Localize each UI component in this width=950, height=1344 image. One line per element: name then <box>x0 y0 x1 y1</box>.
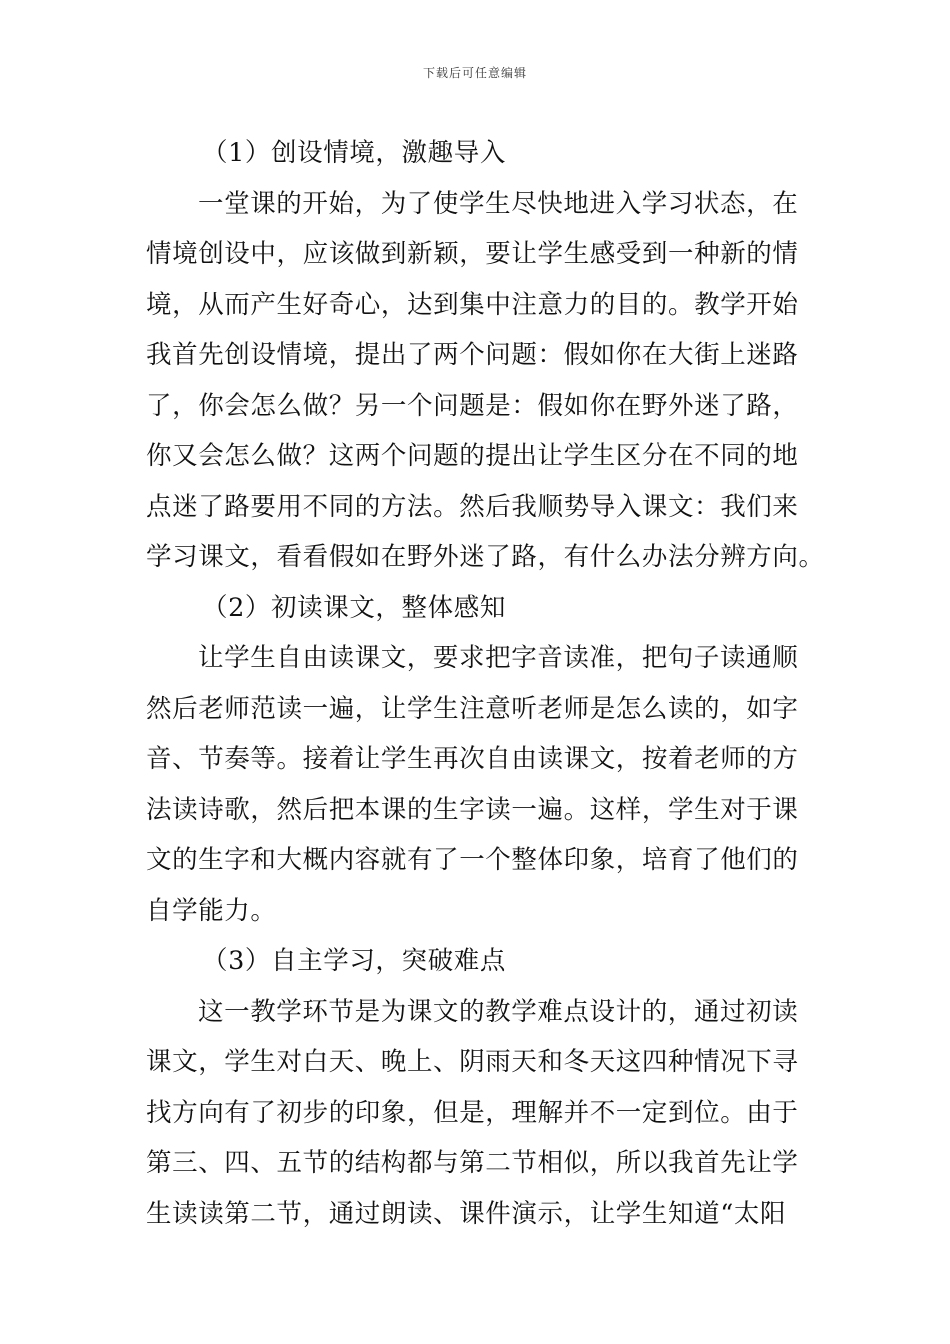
paragraph-line: 法读诗歌，然后把本课的生字读一遍。这样，学生对于课 <box>146 794 799 825</box>
section-heading: （2）初读课文，整体感知 <box>202 592 506 623</box>
section-heading: （1）创设情境，激趣导入 <box>202 138 506 168</box>
paragraph-line: 境，从而产生好奇心，达到集中注意力的目的。教学开始 <box>146 289 799 320</box>
paragraph-line: 学习课文，看看假如在野外迷了路，有什么办法分辨方向。 <box>146 542 825 572</box>
paragraph-line: 你又会怎么做？这两个问题的提出让学生区分在不同的地 <box>146 441 799 471</box>
paragraph-line: 了，你会怎么做？另一个问题是：假如你在野外迷了路， <box>146 390 799 421</box>
paragraph-line: 找方向有了初步的印象，但是，理解并不一定到位。由于 <box>146 1097 799 1128</box>
paragraph-line: 一堂课的开始，为了使学生尽快地进入学习状态，在 <box>198 188 799 219</box>
page-header: 下载后可任意编辑 <box>422 66 527 80</box>
paragraph-line: 第三、四、五节的结构都与第二节相似，所以我首先让学 <box>146 1148 799 1178</box>
section-heading: （3）自主学习，突破难点 <box>202 946 506 976</box>
paragraph-line: 课文，学生对白天、晚上、阴雨天和冬天这四种情况下寻 <box>146 1047 799 1077</box>
paragraph-line: 音、节奏等。接着让学生再次自由读课文，按着老师的方 <box>146 744 799 774</box>
paragraph-line: 情境创设中，应该做到新颖，要让学生感受到一种新的情 <box>146 239 799 269</box>
paragraph-line: 这一教学环节是为课文的教学难点设计的，通过初读 <box>198 996 799 1027</box>
paragraph-line: 让学生自由读课文，要求把字音读准，把句子读通顺 <box>198 643 799 673</box>
paragraph-line: 点迷了路要用不同的方法。然后我顺势导入课文：我们来 <box>146 491 799 522</box>
document-body <box>146 128 825 1239</box>
paragraph-line: 自学能力。 <box>146 895 277 926</box>
paragraph-line: 我首先创设情境，提出了两个问题：假如你在大街上迷路 <box>146 340 799 370</box>
paragraph-line: 生读读第二节，通过朗读、课件演示，让学生知道“太阳 <box>146 1198 787 1229</box>
paragraph-line: 文的生字和大概内容就有了一个整体印象，培育了他们的 <box>146 845 799 875</box>
paragraph-line: 然后老师范读一遍，让学生注意听老师是怎么读的，如字 <box>146 693 799 724</box>
